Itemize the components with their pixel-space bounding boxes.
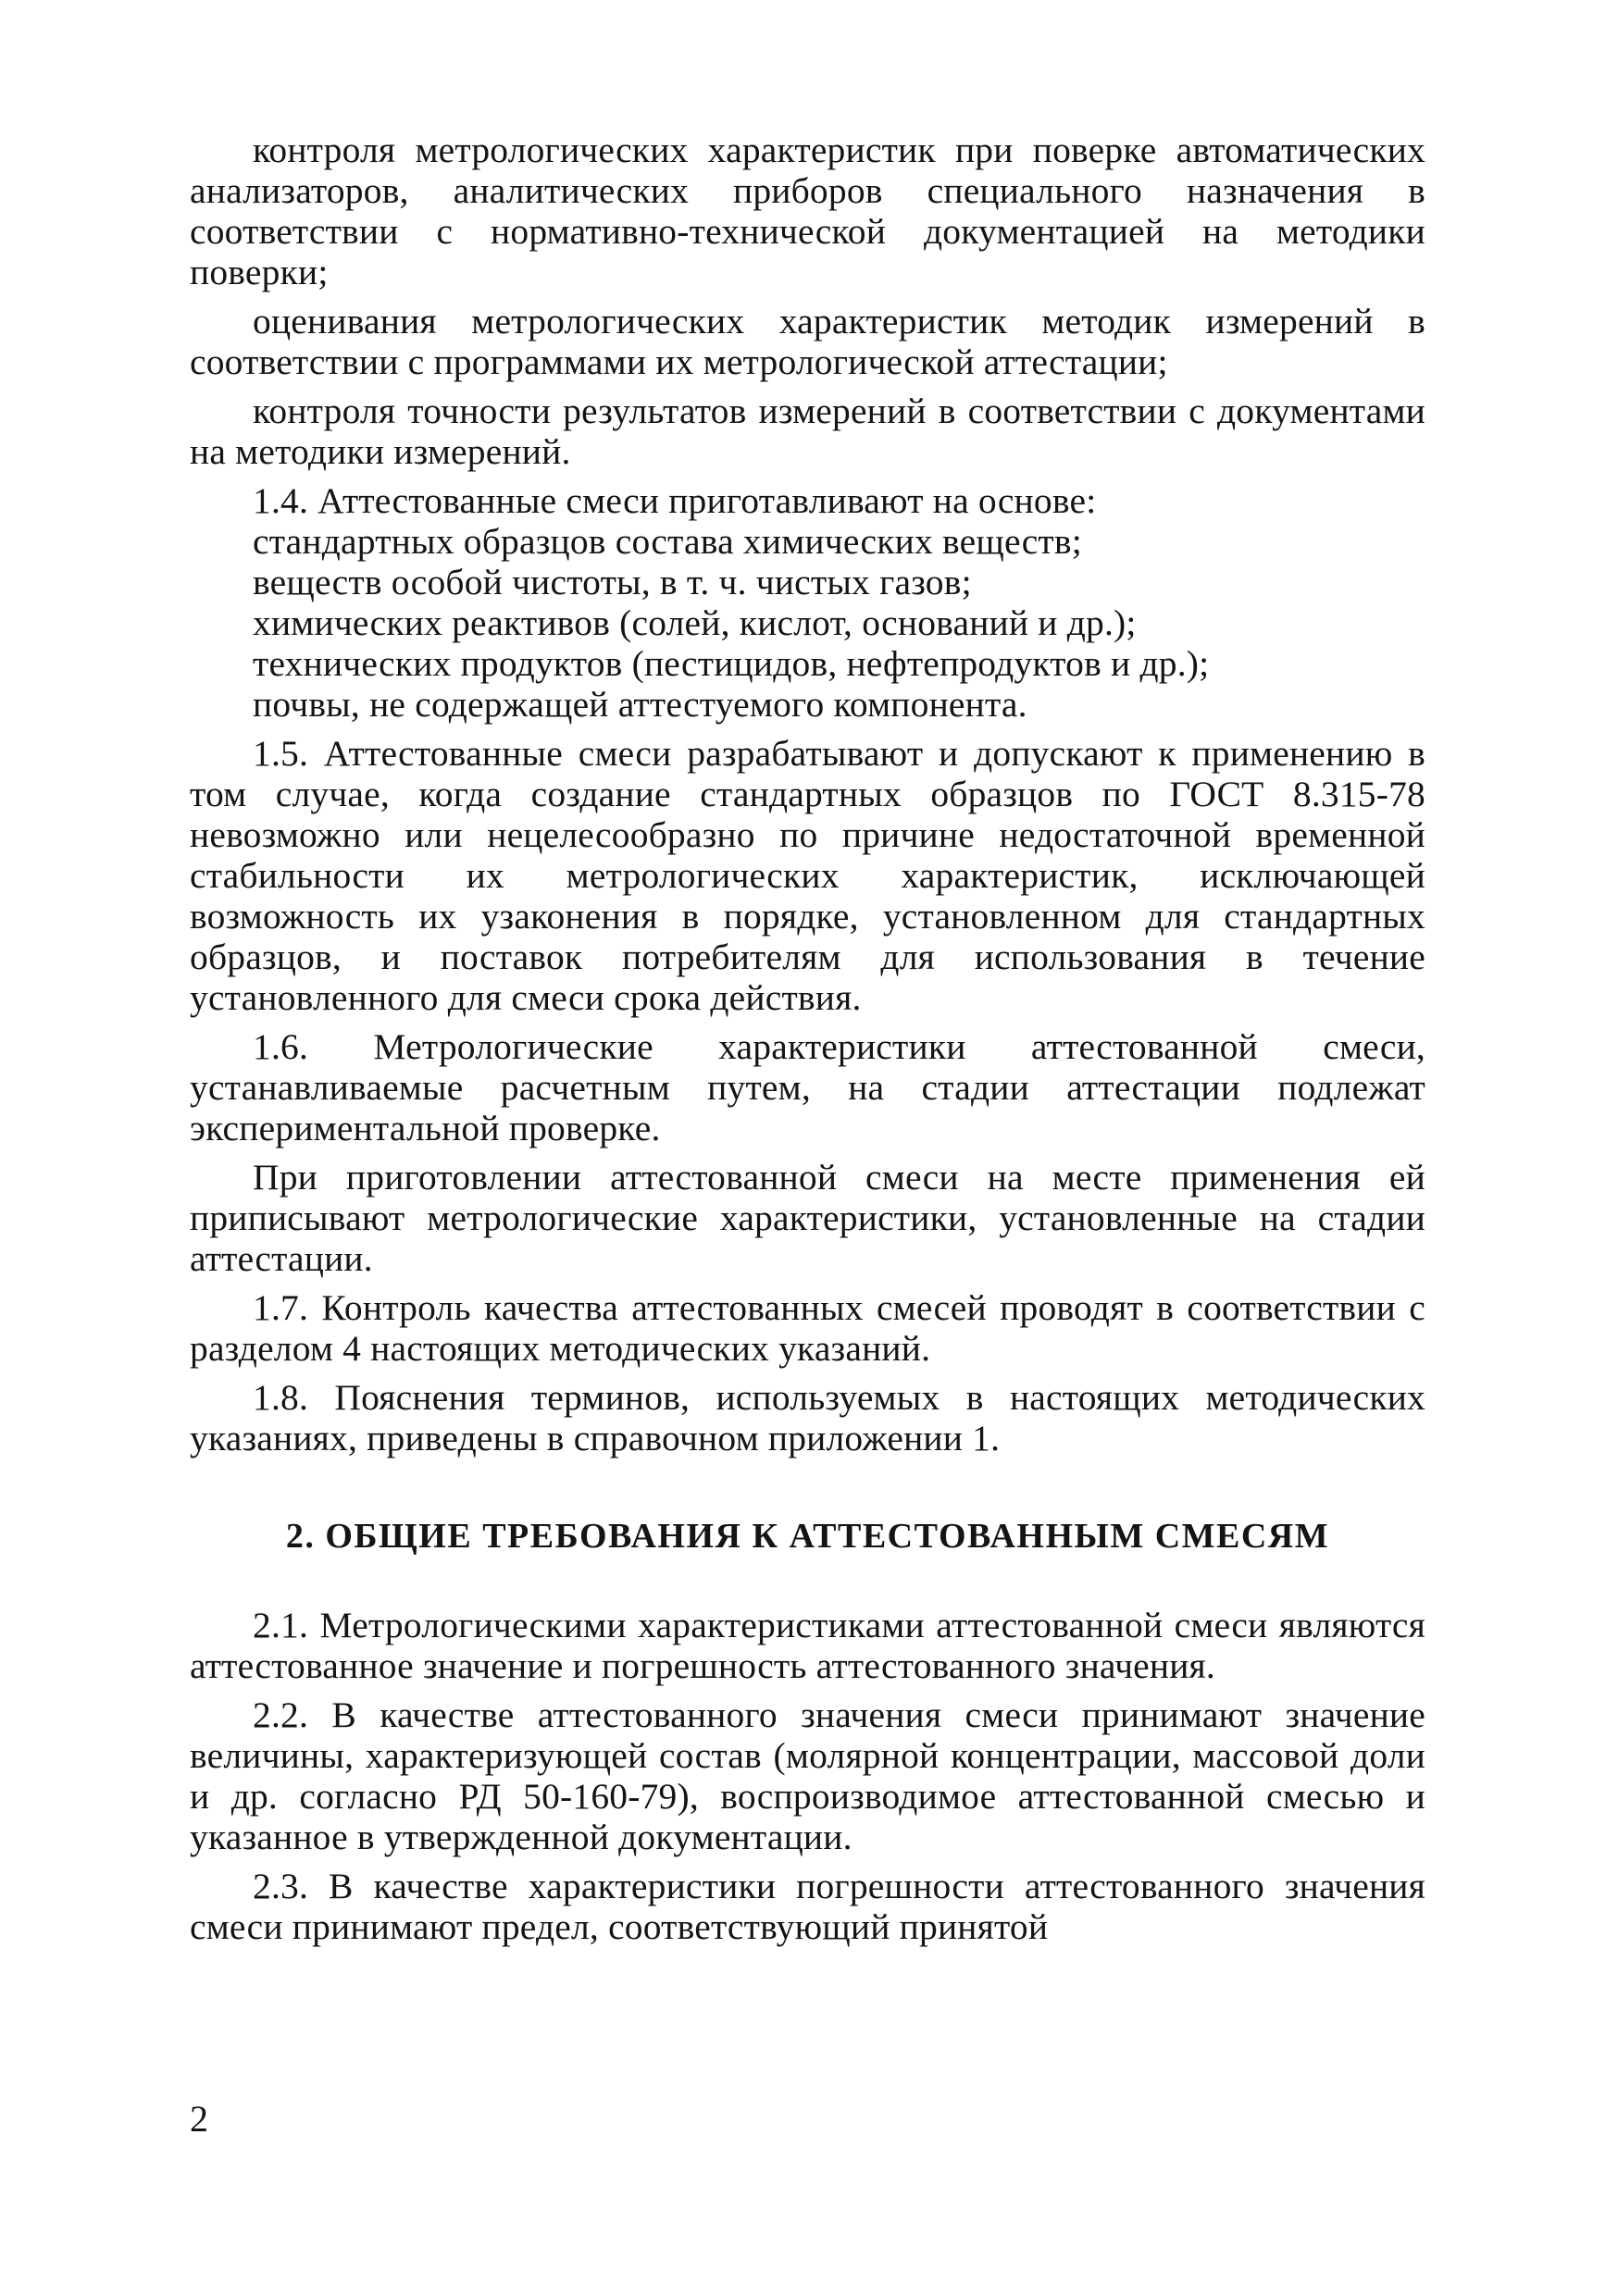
clause-1-4-item: почвы, не содержащей аттестуемого компонента. [253, 684, 1027, 725]
intro-paragraph-accuracy-control: контроля точности результатов измерений в соответствии с документами на методики измерений. [190, 391, 1425, 472]
clause-1-6: 1.6. Метрологические характеристики аттестованной смеси, устанавливаемые расчетным путем, на стадии аттестации подлежат экспериментальной проверке. [190, 1026, 1425, 1148]
clause-2-3: 2.3. В качестве характеристики погрешности аттестованного значения смеси принимают предел, соответствующий принятой [190, 1866, 1425, 1947]
clause-2-2: 2.2. В качестве аттестованного значения смеси принимают значение величины, характеризующей состав (молярной концентрации, массовой доли и др. согласно РД 50-160-79), воспроизводимое аттестованной смесью и указанное в утвержденной документации. [190, 1694, 1425, 1857]
body-text [190, 130, 1425, 1955]
clause-1-4-item: веществ особой чистоты, в т. ч. чистых газов; [253, 562, 972, 602]
clause-1-4-lead: 1.4. Аттестованные смеси приготавливают на основе: [253, 480, 1097, 521]
clause-1-6-note: При приготовлении аттестованной смеси на месте применения ей приписывают метрологические характеристики, установленные на стадии аттестации. [190, 1157, 1425, 1279]
clause-1-4-item: химических реактивов (солей, кислот, оснований и др.); [253, 602, 1137, 643]
clause-2-1: 2.1. Метрологическими характеристиками аттестованной смеси являются аттестованное значение и погрешность аттестованного значения. [190, 1605, 1425, 1686]
clause-1-8: 1.8. Пояснения терминов, используемых в настоящих методических указаниях, приведены в справочном приложении 1. [190, 1377, 1425, 1458]
page-number: 2 [190, 2098, 208, 2140]
clause-1-4-item: стандартных образцов состава химических веществ; [253, 521, 1082, 562]
intro-paragraph-evaluation-methods: оценивания метрологических характеристик методик измерений в соответствии с программами их метрологической аттестации; [190, 301, 1425, 382]
section-2-heading: 2. ОБЩИЕ ТРЕБОВАНИЯ К АТТЕСТОВАННЫМ СМЕСЯМ [285, 1517, 1330, 1556]
clause-1-5: 1.5. Аттестованные смеси разрабатывают и допускают к применению в том случае, когда создание стандартных образцов по ГОСТ 8.315-78 невозможно или нецелесообразно по причине недостаточной временной стабильности их метрологических характеристик, исключающей возможность их узаконения в порядке, установленном для стандартных образцов, и поставок потребителям для использования в течение установленного для смеси срока действия. [190, 733, 1425, 1018]
clause-1-4-item: технических продуктов (пестицидов, нефтепродуктов и др.); [253, 643, 1210, 684]
clause-1-7: 1.7. Контроль качества аттестованных смесей проводят в соответствии с разделом 4 настоящих методических указаний. [190, 1287, 1425, 1369]
intro-paragraph-control-analyzers: контроля метрологических характеристик при поверке автоматических анализаторов, аналитических приборов специального назначения в соответствии с нормативно-технической документацией на методики поверки; [190, 130, 1425, 292]
clause-1-4 [190, 480, 1425, 725]
